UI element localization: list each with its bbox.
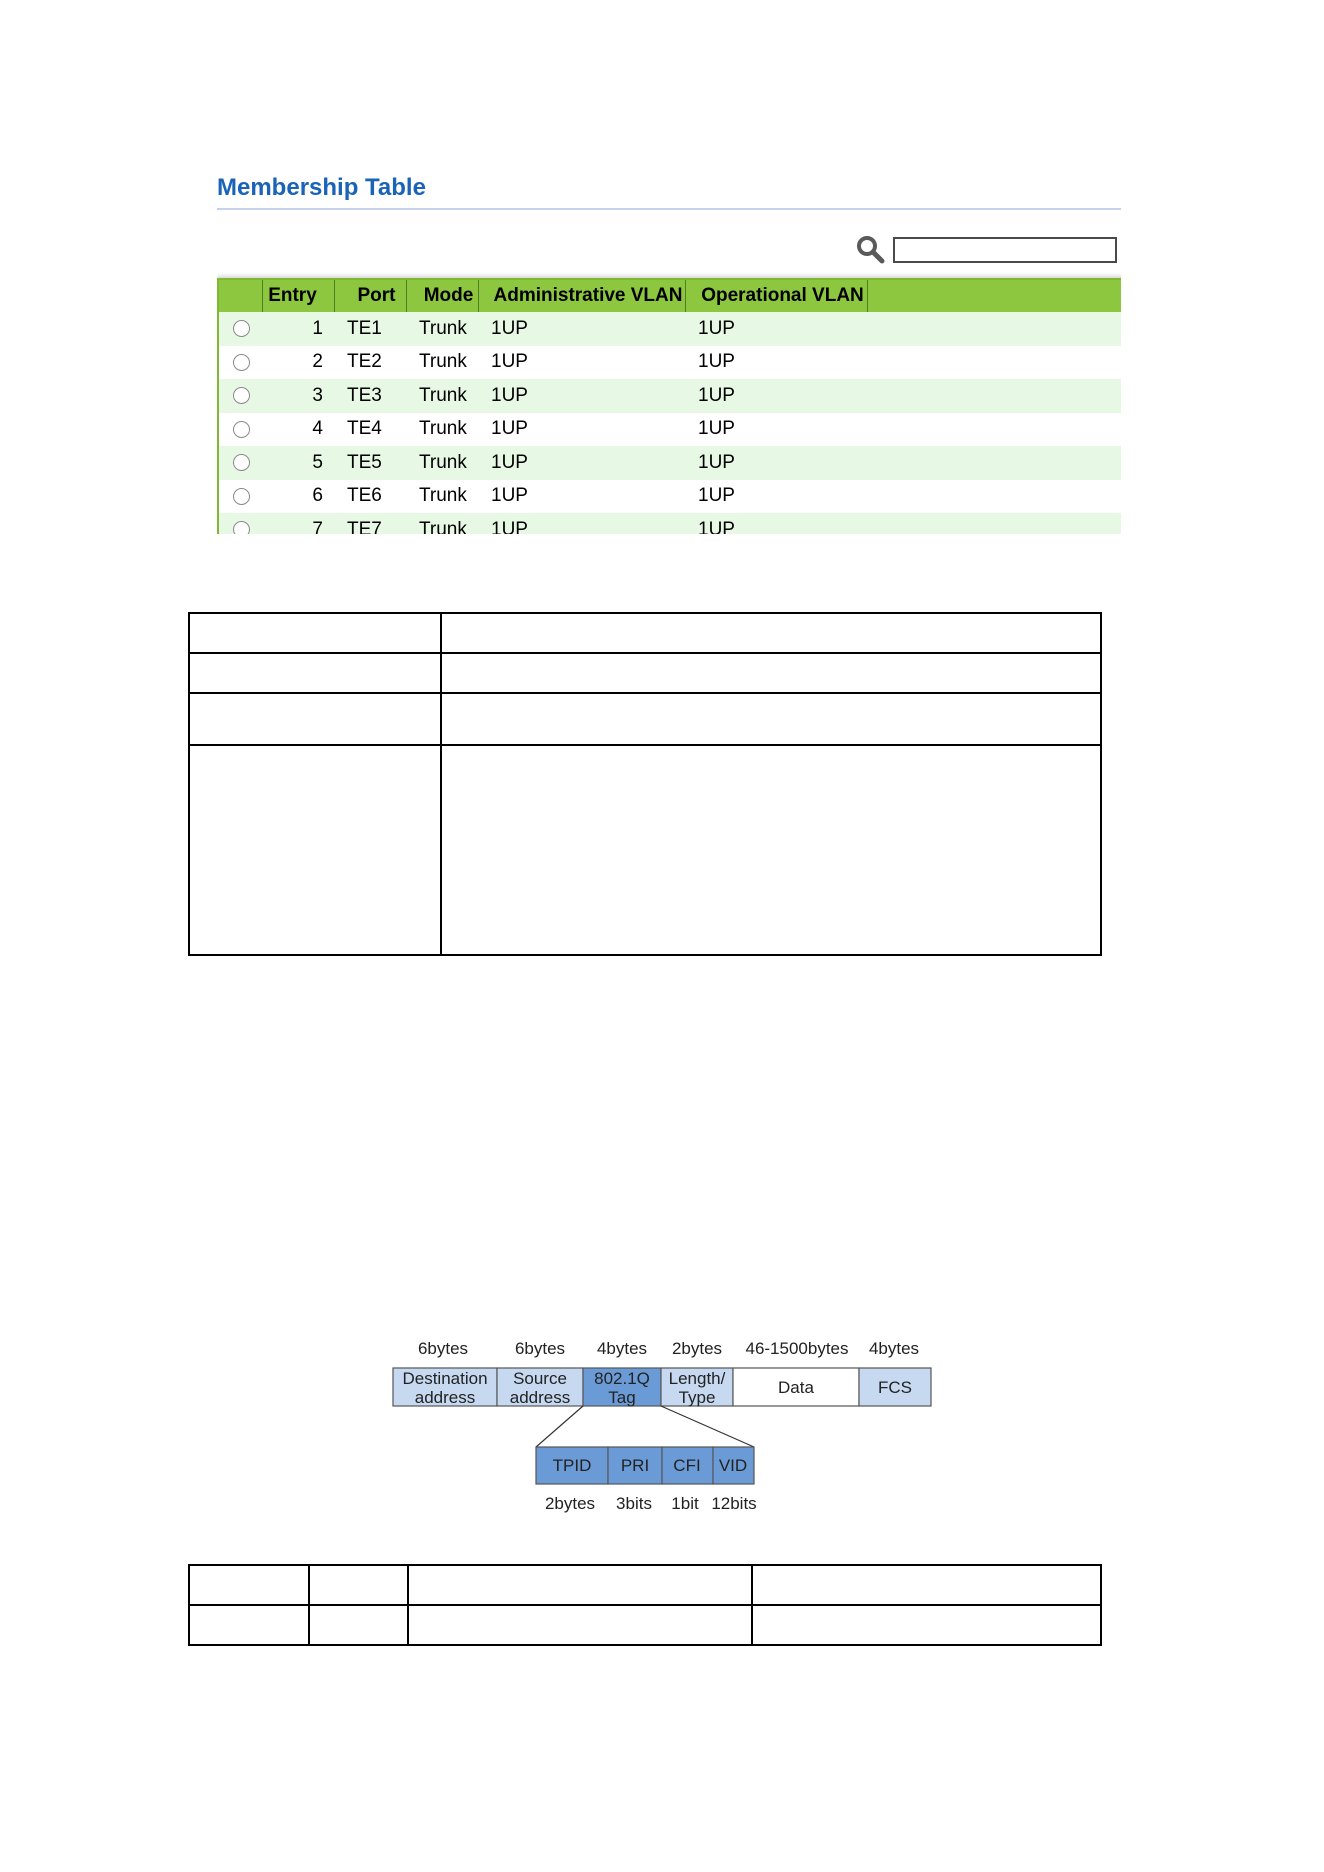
cell-mode: Trunk bbox=[419, 317, 467, 339]
cell-port: TE6 bbox=[347, 485, 382, 507]
cell-mode: Trunk bbox=[419, 485, 467, 507]
cell-mode: Trunk bbox=[419, 518, 467, 534]
cell-entry: 1 bbox=[312, 317, 323, 339]
field-label: Length/ bbox=[668, 1369, 726, 1388]
tag-field-label: TPID bbox=[552, 1456, 592, 1475]
cell-entry: 4 bbox=[312, 418, 323, 440]
tag-field-label: PRI bbox=[620, 1456, 650, 1475]
cell-administrative-vlan: 1UP bbox=[491, 485, 528, 507]
cell-entry: 7 bbox=[312, 518, 323, 534]
cell-administrative-vlan: 1UP bbox=[491, 418, 528, 440]
field-label: Type bbox=[678, 1388, 716, 1407]
cell-operational-vlan: 1UP bbox=[698, 418, 735, 440]
cell-port: TE7 bbox=[347, 518, 382, 534]
field-label: 802.1Q bbox=[594, 1369, 650, 1388]
cell-mode: Trunk bbox=[419, 451, 467, 473]
field-label: Tag bbox=[608, 1388, 636, 1407]
cell-port: TE4 bbox=[347, 418, 382, 440]
cell-entry: 5 bbox=[312, 451, 323, 473]
cell-operational-vlan: 1UP bbox=[698, 384, 735, 406]
column-header-administrative-vlan[interactable]: Administrative VLAN bbox=[479, 280, 686, 312]
field-label: Data bbox=[778, 1378, 814, 1397]
cell-administrative-vlan: 1UP bbox=[491, 518, 528, 534]
cell-port: TE1 bbox=[347, 317, 382, 339]
column-header-mode[interactable]: Mode bbox=[407, 280, 479, 312]
cell-administrative-vlan: 1UP bbox=[491, 351, 528, 373]
cell-mode: Trunk bbox=[419, 351, 467, 373]
table-cell bbox=[408, 1565, 752, 1605]
size-label: 2bytes bbox=[671, 1339, 723, 1358]
cell-operational-vlan: 1UP bbox=[698, 351, 735, 373]
size-label: 6bytes bbox=[417, 1339, 469, 1358]
field-label: Source bbox=[513, 1369, 567, 1388]
size-label: 6bytes bbox=[514, 1339, 566, 1358]
tag-size-label: 2bytes bbox=[544, 1494, 596, 1513]
cell-administrative-vlan: 1UP bbox=[491, 317, 528, 339]
cell-port: TE3 bbox=[347, 384, 382, 406]
cell-mode: Trunk bbox=[419, 418, 467, 440]
expand-line bbox=[536, 1406, 583, 1447]
tag-field-label: CFI bbox=[673, 1456, 701, 1475]
field-label: address bbox=[509, 1388, 571, 1407]
column-header-port[interactable]: Port bbox=[335, 280, 407, 312]
table-cell bbox=[189, 1605, 309, 1645]
table-cell bbox=[408, 1605, 752, 1645]
column-header-entry[interactable]: Entry bbox=[263, 280, 335, 312]
cell-entry: 2 bbox=[312, 351, 323, 373]
cell-mode: Trunk bbox=[419, 384, 467, 406]
size-label: 4bytes bbox=[596, 1339, 648, 1358]
cell-operational-vlan: 1UP bbox=[698, 485, 735, 507]
tag-field-label: VID bbox=[718, 1456, 748, 1475]
column-header-operational-vlan[interactable]: Operational VLAN bbox=[686, 280, 868, 312]
cell-operational-vlan: 1UP bbox=[698, 317, 735, 339]
cell-operational-vlan: 1UP bbox=[698, 518, 735, 534]
page-title: Membership Table bbox=[217, 174, 426, 201]
expand-line bbox=[661, 1406, 754, 1447]
tag-size-label: 1bit bbox=[671, 1494, 699, 1513]
cell-port: TE5 bbox=[347, 451, 382, 473]
size-label: 4bytes bbox=[868, 1339, 920, 1358]
cell-port: TE2 bbox=[347, 351, 382, 373]
table-cell bbox=[309, 1565, 408, 1605]
field-label: FCS bbox=[878, 1378, 912, 1397]
tag-size-label: 12bits bbox=[711, 1494, 757, 1513]
table-cell bbox=[752, 1605, 1101, 1645]
field-label: address bbox=[414, 1388, 476, 1407]
size-label: 46-1500bytes bbox=[745, 1339, 849, 1358]
cell-administrative-vlan: 1UP bbox=[491, 384, 528, 406]
table-cell bbox=[752, 1565, 1101, 1605]
table-cell bbox=[309, 1605, 408, 1645]
field-label: Destination bbox=[402, 1369, 488, 1388]
cell-operational-vlan: 1UP bbox=[698, 451, 735, 473]
cell-entry: 6 bbox=[312, 485, 323, 507]
bottom-table bbox=[188, 1564, 1102, 1646]
table-cell bbox=[189, 1565, 309, 1605]
cell-administrative-vlan: 1UP bbox=[491, 451, 528, 473]
cell-entry: 3 bbox=[312, 384, 323, 406]
tag-size-label: 3bits bbox=[616, 1494, 652, 1513]
